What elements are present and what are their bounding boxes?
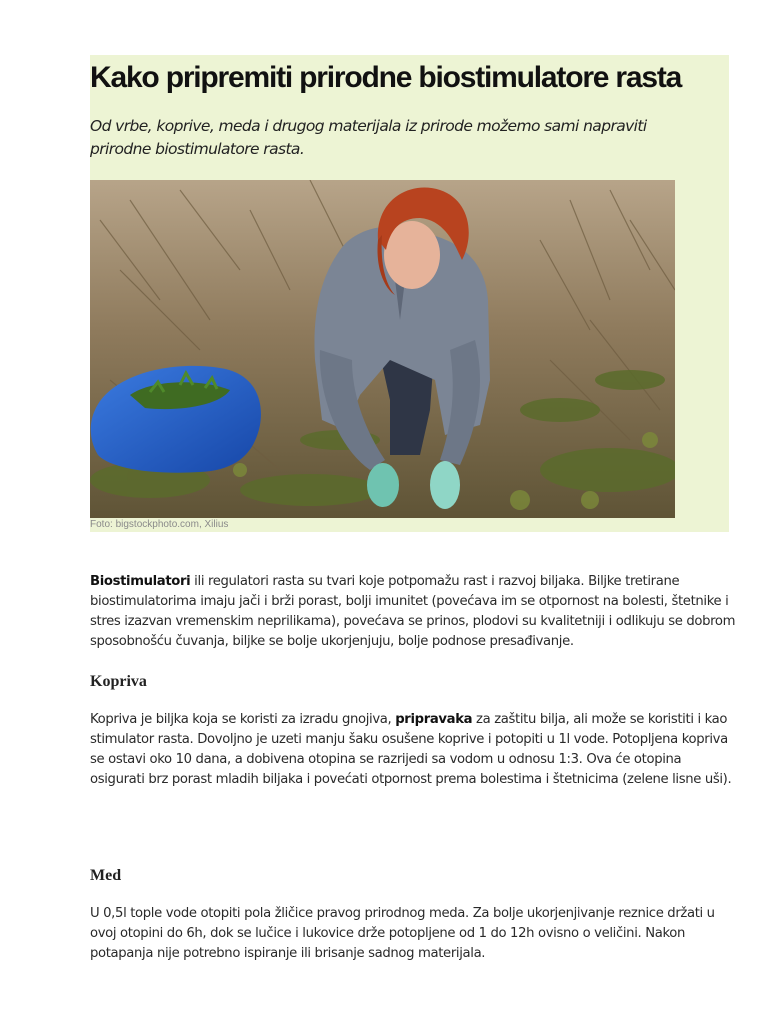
intro-paragraph: [90, 572, 738, 652]
section-heading-kopriva: Kopriva: [90, 673, 147, 690]
section-paragraph-med: U 0,5l tople vode otopiti pola žličice pravog prirodnog meda. Za bolje ukorjenjivanje reznice držati u ovoj otopini do 6h, dok se lučice i lukovice drže potopljene od 1 do 12h ovisno o veličini. Nakon potapanja nije potrebno ispiranje ili brisanje sadnog materijala.: [90, 906, 715, 961]
intro-text: ili regulatori rasta su tvari koje potpomažu rast i razvoj biljaka. Biljke tretirane biostimulatorima imaju jači i brži porast, bolji imunitet (povećava im se otpornost na bolesti, štetnike i stres izazvan vremenskim neprilikama), povećava se prinos, plodovi su kvalitetniji i odlikuju se dobrom sposobnošću čuvanja, biljke se bolje ukorjenjuju, bolje podnose presađivanje.: [90, 574, 736, 649]
intro-bold-term: Biostimulatori: [90, 574, 191, 589]
image-caption: Foto: bigstockphoto.com, Xilius: [90, 519, 229, 530]
section-paragraph-kopriva: [90, 710, 738, 790]
article-subtitle: Od vrbe, koprive, meda i drugog materijala iz prirode možemo sami napraviti prirodne biostimulatore rasta.: [90, 117, 647, 158]
article-photo: [90, 180, 675, 518]
kopriva-text-start: Kopriva je biljka koja se koristi za izradu gnojiva,: [90, 712, 396, 727]
kopriva-text-end: za zaštitu bilja, ali može se koristiti i kao stimulator rasta. Dovoljno je uzeti manju šaku osušene koprive i potopiti u 1l vode. Potopljena kopriva se ostavi oko 10 dana, a dobivena otopina se razrijedi sa vodom u odnosu 1:3. Ova će otopina osigurati brz porast mladih biljaka i povećati otpornost prema bolestima i štetnicima (zelene lisne uši).: [90, 712, 732, 787]
page-title: Kako pripremiti prirodne biostimulatore rasta: [90, 61, 682, 94]
article-header: [90, 55, 729, 532]
section-heading-med: Med: [90, 867, 122, 884]
kopriva-bold-term: pripravaka: [395, 712, 473, 727]
